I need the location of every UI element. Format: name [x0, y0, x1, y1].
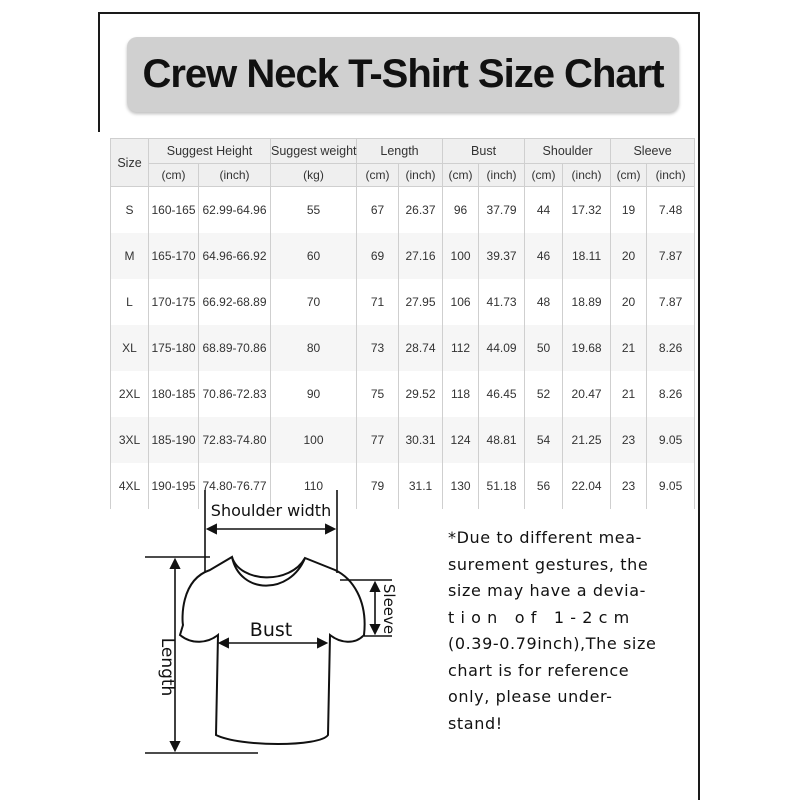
table-row [111, 325, 695, 371]
table-cell: 100 [271, 417, 357, 463]
unit-cell: (cm) [357, 164, 399, 187]
table-cell: 37.79 [479, 187, 525, 233]
table-cell: 190-195 [149, 463, 199, 509]
table-cell: 72.83-74.80 [199, 417, 271, 463]
table-row [111, 371, 695, 417]
table-header-row [111, 139, 695, 164]
table-cell: 70 [271, 279, 357, 325]
header-shoulder: Shoulder [525, 139, 611, 164]
table-cell: 19.68 [563, 325, 611, 371]
note-line: surement gestures, the [448, 554, 649, 574]
header-suggest-weight: Suggest weight [271, 139, 357, 164]
unit-cell: (cm) [611, 164, 647, 187]
table-cell: 20 [611, 279, 647, 325]
table-cell: 23 [611, 417, 647, 463]
table-cell: 9.05 [647, 463, 695, 509]
frame-border-top [98, 12, 700, 14]
tshirt-measurement-diagram [140, 485, 420, 790]
table-cell: 20 [611, 233, 647, 279]
table-cell: 4XL [111, 463, 149, 509]
unit-cell: (inch) [399, 164, 443, 187]
table-cell: 7.48 [647, 187, 695, 233]
table-cell: 70.86-72.83 [199, 371, 271, 417]
table-cell: 124 [443, 417, 479, 463]
table-cell: 118 [443, 371, 479, 417]
table-cell: 56 [525, 463, 563, 509]
table-cell: 160-165 [149, 187, 199, 233]
table-cell: 90 [271, 371, 357, 417]
table-cell: 170-175 [149, 279, 199, 325]
table-cell: 112 [443, 325, 479, 371]
length-label: Length [157, 637, 177, 697]
table-cell: 9.05 [647, 417, 695, 463]
size-chart-table [110, 138, 695, 509]
header-size: Size [111, 139, 149, 187]
table-row [111, 233, 695, 279]
table-cell: 23 [611, 463, 647, 509]
table-cell: 66.92-68.89 [199, 279, 271, 325]
table-cell: 64.96-66.92 [199, 233, 271, 279]
table-cell: 165-170 [149, 233, 199, 279]
unit-cell: (inch) [479, 164, 525, 187]
unit-cell: (cm) [525, 164, 563, 187]
note-line: stand! [448, 713, 503, 733]
table-cell: 62.99-64.96 [199, 187, 271, 233]
table-cell: 75 [357, 371, 399, 417]
table-cell: 79 [357, 463, 399, 509]
frame-border-right [698, 12, 700, 800]
note-line: (0.39-0.79inch),The size [448, 634, 657, 653]
table-cell: 17.32 [563, 187, 611, 233]
table-cell: L [111, 279, 149, 325]
note-line: tion of 1-2cm [448, 607, 636, 627]
unit-cell: (cm) [443, 164, 479, 187]
unit-cell: (inch) [647, 164, 695, 187]
note-line: size may have a devia- [448, 581, 646, 600]
table-cell: 77 [357, 417, 399, 463]
table-cell: 67 [357, 187, 399, 233]
table-cell: 80 [271, 325, 357, 371]
table-units-row [111, 164, 695, 187]
unit-cell: (inch) [563, 164, 611, 187]
table-row [111, 417, 695, 463]
disclaimer-note [448, 525, 658, 737]
header-suggest-height: Suggest Height [149, 139, 271, 164]
table-cell: 175-180 [149, 325, 199, 371]
table-cell: 48.81 [479, 417, 525, 463]
table-row [111, 279, 695, 325]
table-cell: 130 [443, 463, 479, 509]
table-cell: 69 [357, 233, 399, 279]
table-cell: 100 [443, 233, 479, 279]
table-cell: 50 [525, 325, 563, 371]
table-cell: XL [111, 325, 149, 371]
unit-cell: (cm) [149, 164, 199, 187]
table-cell: 74.80-76.77 [199, 463, 271, 509]
table-cell: 54 [525, 417, 563, 463]
table-cell: S [111, 187, 149, 233]
table-cell: 18.11 [563, 233, 611, 279]
note-line: only, please under- [448, 687, 613, 706]
table-cell: 44 [525, 187, 563, 233]
page-title: Crew Neck T-Shirt Size Chart [142, 52, 664, 96]
table-cell: 3XL [111, 417, 149, 463]
table-cell: 51.18 [479, 463, 525, 509]
table-cell: 180-185 [149, 371, 199, 417]
table-cell: 19 [611, 187, 647, 233]
table-cell: 2XL [111, 371, 149, 417]
table-cell: 96 [443, 187, 479, 233]
tshirt-outline-icon [180, 557, 365, 744]
table-cell: 73 [357, 325, 399, 371]
table-row [111, 187, 695, 233]
table-cell: 110 [271, 463, 357, 509]
table-cell: 21 [611, 325, 647, 371]
shoulder-width-label: Shoulder width [210, 501, 332, 520]
table-cell: 44.09 [479, 325, 525, 371]
table-cell: 22.04 [563, 463, 611, 509]
table-cell: 29.52 [399, 371, 443, 417]
table-cell: 21 [611, 371, 647, 417]
table-cell: 28.74 [399, 325, 443, 371]
table-cell: M [111, 233, 149, 279]
table-cell: 60 [271, 233, 357, 279]
table-cell: 185-190 [149, 417, 199, 463]
table-cell: 106 [443, 279, 479, 325]
unit-cell: (inch) [199, 164, 271, 187]
table-cell: 8.26 [647, 371, 695, 417]
table-cell: 7.87 [647, 279, 695, 325]
unit-cell: (kg) [271, 164, 357, 187]
table-cell: 39.37 [479, 233, 525, 279]
sleeve-label: Sleeve [380, 583, 398, 635]
table-cell: 31.1 [399, 463, 443, 509]
note-line: chart is for reference [448, 660, 630, 680]
frame-border-left [98, 12, 100, 132]
table-cell: 27.16 [399, 233, 443, 279]
header-bust: Bust [443, 139, 525, 164]
header-sleeve: Sleeve [611, 139, 695, 164]
table-cell: 7.87 [647, 233, 695, 279]
table-cell: 71 [357, 279, 399, 325]
table-cell: 52 [525, 371, 563, 417]
table-cell: 18.89 [563, 279, 611, 325]
table-cell: 46.45 [479, 371, 525, 417]
table-cell: 20.47 [563, 371, 611, 417]
table-cell: 26.37 [399, 187, 443, 233]
header-length: Length [357, 139, 443, 164]
table-cell: 27.95 [399, 279, 443, 325]
title-banner [127, 37, 679, 112]
table-cell: 46 [525, 233, 563, 279]
table-cell: 30.31 [399, 417, 443, 463]
table-cell: 55 [271, 187, 357, 233]
table-cell: 21.25 [563, 417, 611, 463]
table-cell: 8.26 [647, 325, 695, 371]
bust-label: Bust [249, 619, 293, 641]
table-cell: 68.89-70.86 [199, 325, 271, 371]
table-cell: 41.73 [479, 279, 525, 325]
table-cell: 48 [525, 279, 563, 325]
note-line: *Due to different mea- [448, 528, 643, 547]
